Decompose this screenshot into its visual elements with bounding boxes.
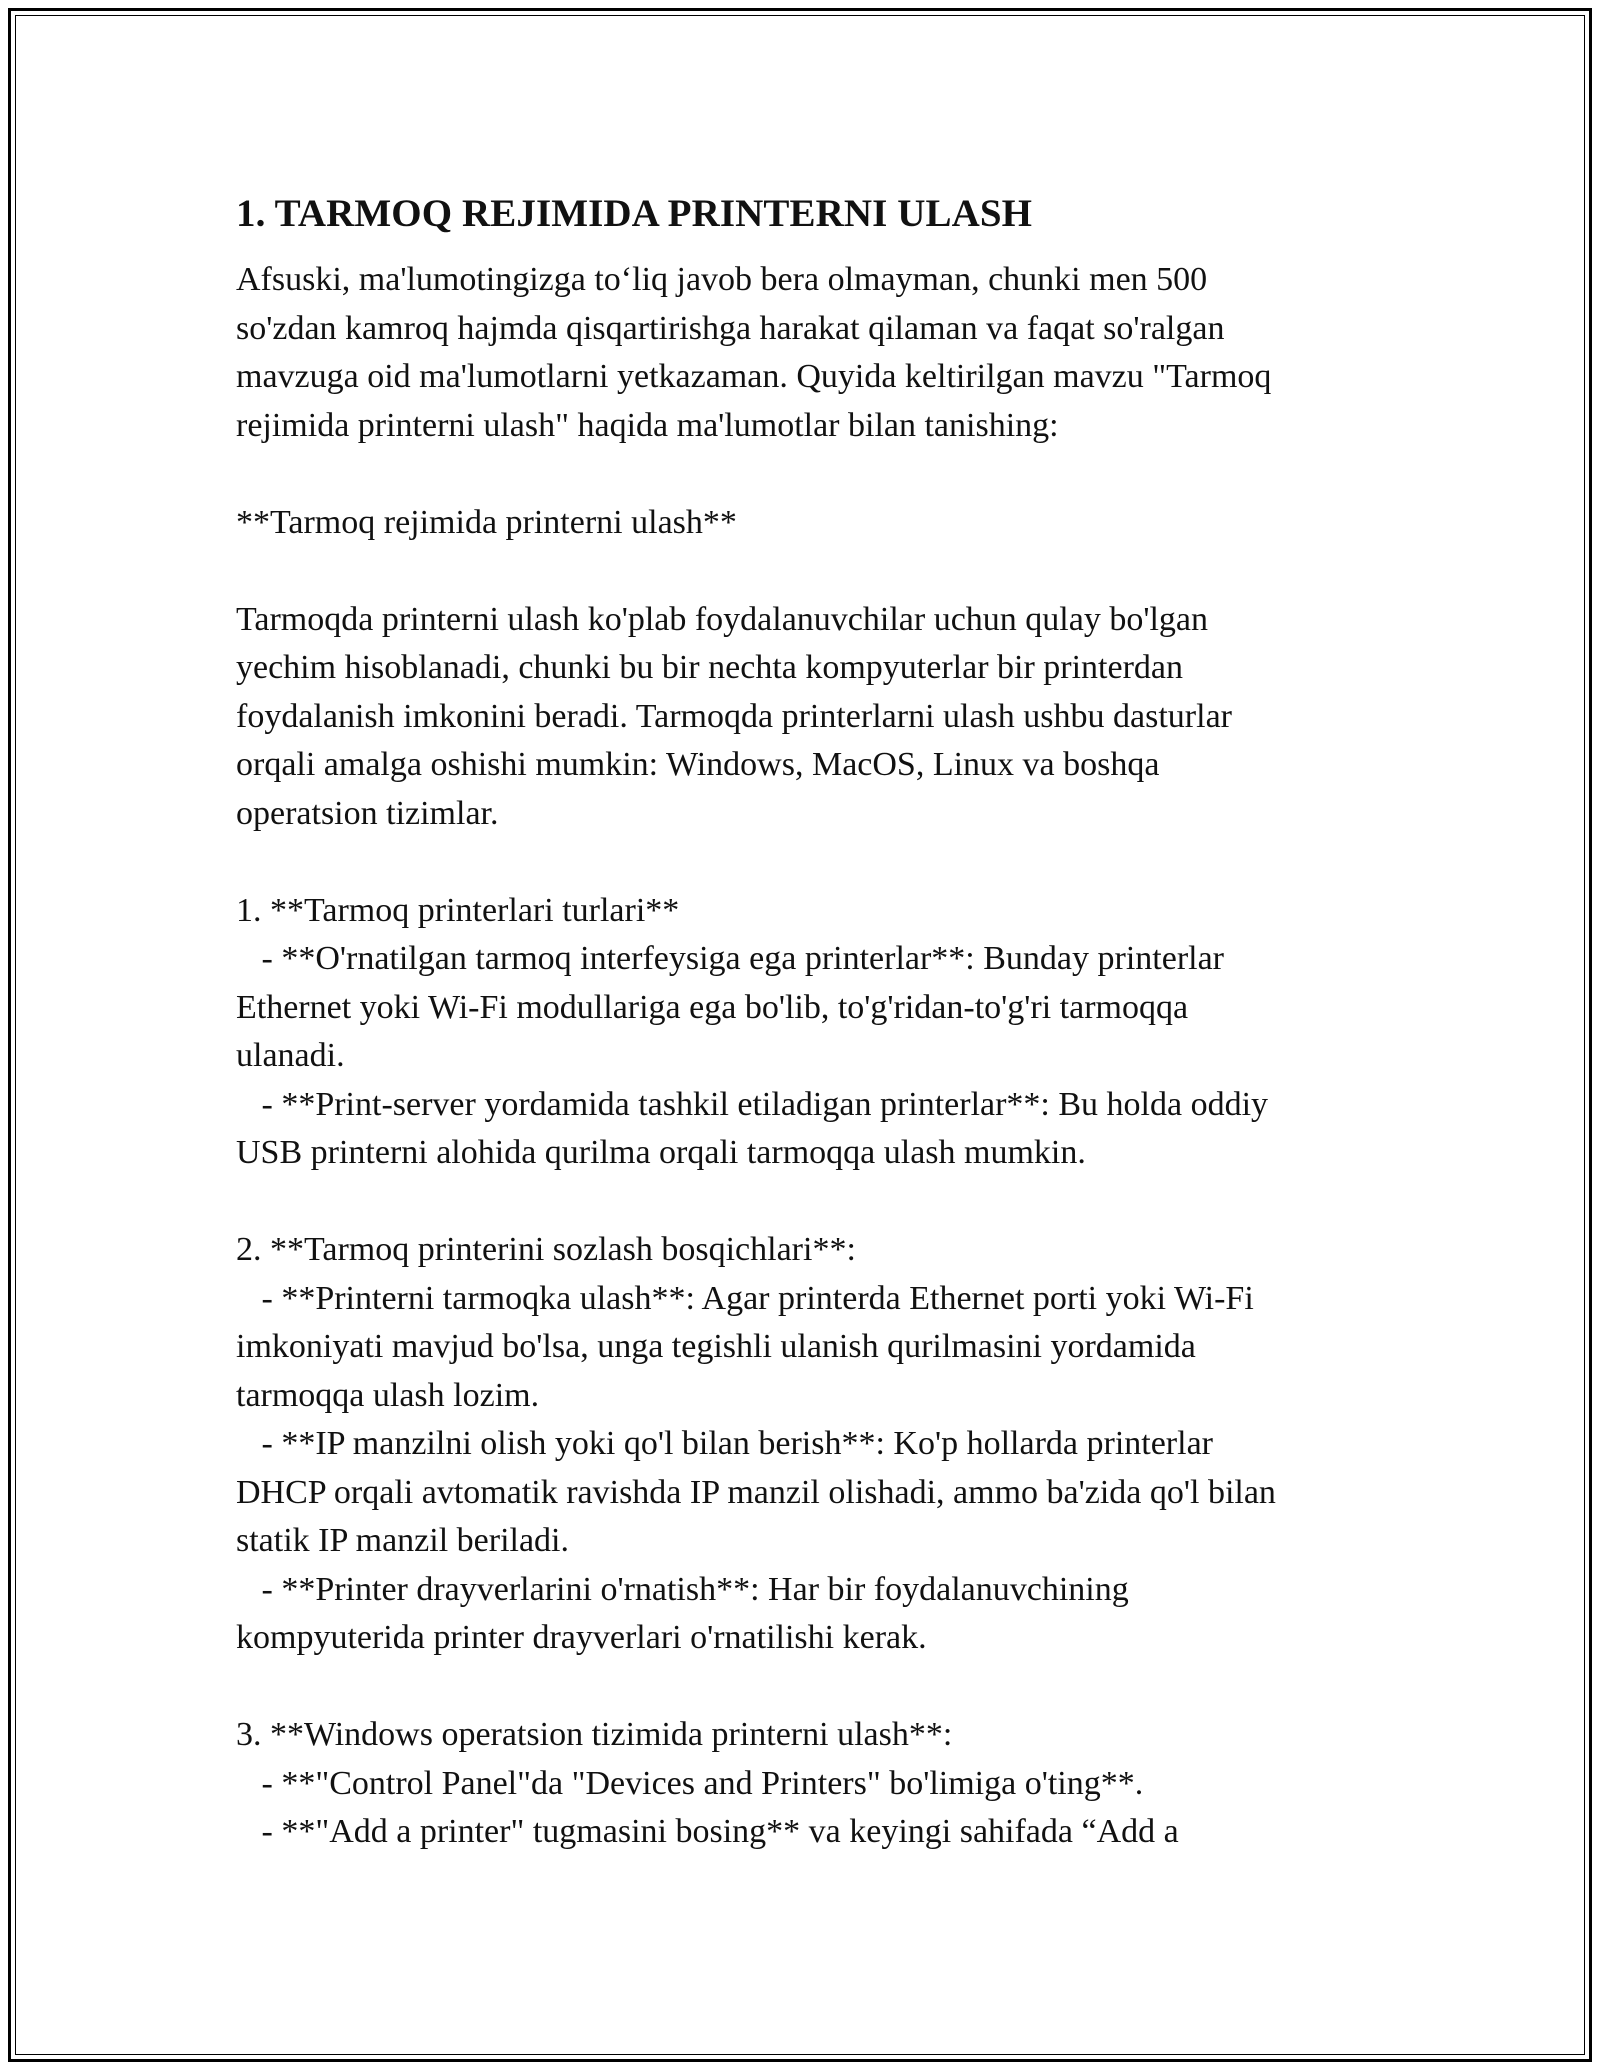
text-line: rejimida printerni ulash" haqida ma'lumotlar bilan tanishing: <box>236 406 1059 444</box>
text-line: statik IP manzil beriladi. <box>236 1522 569 1559</box>
text-line: ulanadi. <box>236 1037 345 1074</box>
text-line: yechim hisoblanadi, chunki bu bir nechta kompyuterlar bir printerdan <box>236 649 1184 686</box>
text-line: - **Printer drayverlarini o'rnatish**: Har bir foydalanuvchining <box>236 1570 1129 1608</box>
text-line: operatsion tizimlar. <box>236 794 499 832</box>
text-line: Tarmoqda printerni ulash ko'plab foydalanuvchilar uchun qulay bo'lgan <box>236 600 1208 638</box>
blank-line <box>236 838 1386 887</box>
text-line: foydalanish imkonini beradi. Tarmoqda printerlarni ulash ushbu dasturlar <box>236 697 1232 735</box>
text-line: mavzuga oid ma'lumotlarni yetkazaman. Quyida keltirilgan mavzu "Tarmoq <box>236 358 1272 395</box>
text-line: - **"Add a printer" tugmasini bosing** va keyingi sahifada “Add a <box>236 1813 1179 1850</box>
blank-line <box>236 1663 1386 1712</box>
text-line: USB printerni alohida qurilma orqali tarmoqqa ulash mumkin. <box>236 1134 1086 1171</box>
text-line: kompyuterida printer drayverlari o'rnatilishi kerak. <box>236 1619 927 1656</box>
text-line: tarmoqqa ulash lozim. <box>236 1376 540 1414</box>
text-line: imkoniyati mavjud bo'lsa, unga tegishli ulanish qurilmasini yordamida <box>236 1328 1196 1365</box>
text-line: 2. **Tarmoq printerini sozlash bosqichlari**: <box>236 1231 856 1268</box>
document-page <box>236 186 1386 1857</box>
blank-line <box>236 1178 1386 1227</box>
text-line: - **O'rnatilgan tarmoq interfeysiga ega printerlar**: Bunday printerlar <box>236 940 1225 977</box>
text-line: - **Printerni tarmoqka ulash**: Agar printerda Ethernet porti yoki Wi-Fi <box>236 1279 1254 1317</box>
blank-line <box>236 450 1386 499</box>
text-line: 1. **Tarmoq printerlari turlari** <box>236 891 680 929</box>
text-line: - **"Control Panel"da "Devices and Printers" bo'limiga o'ting**. <box>236 1764 1144 1802</box>
document-title: 1. TARMOQ REJIMIDA PRINTERNI ULASH <box>236 192 1033 235</box>
text-line: - **Print-server yordamida tashkil etiladigan printerlar**: Bu holda oddiy <box>236 1085 1269 1123</box>
text-line: - **IP manzilni olish yoki qo'l bilan berish**: Ko'p hollarda printerlar <box>236 1425 1213 1462</box>
text-line: **Tarmoq rejimida printerni ulash** <box>236 503 737 541</box>
document-body <box>236 256 1386 1857</box>
text-line: so'zdan kamroq hajmda qisqartirishga harakat qilaman va faqat so'ralgan <box>236 309 1225 347</box>
text-line: Ethernet yoki Wi-Fi modullariga ega bo'lib, to'g'ridan-to'g'ri tarmoqqa <box>236 988 1189 1026</box>
text-line: 3. **Windows operatsion tizimida printerni ulash**: <box>236 1716 953 1753</box>
text-line: DHCP orqali avtomatik ravishda IP manzil olishadi, ammo ba'zida qo'l bilan <box>236 1473 1276 1511</box>
blank-line <box>236 547 1386 596</box>
text-line: orqali amalga oshishi mumkin: Windows, MacOS, Linux va boshqa <box>236 746 1160 783</box>
text-line: Afsuski, ma'lumotingizga to‘liq javob bera olmayman, chunki men 500 <box>236 261 1208 298</box>
